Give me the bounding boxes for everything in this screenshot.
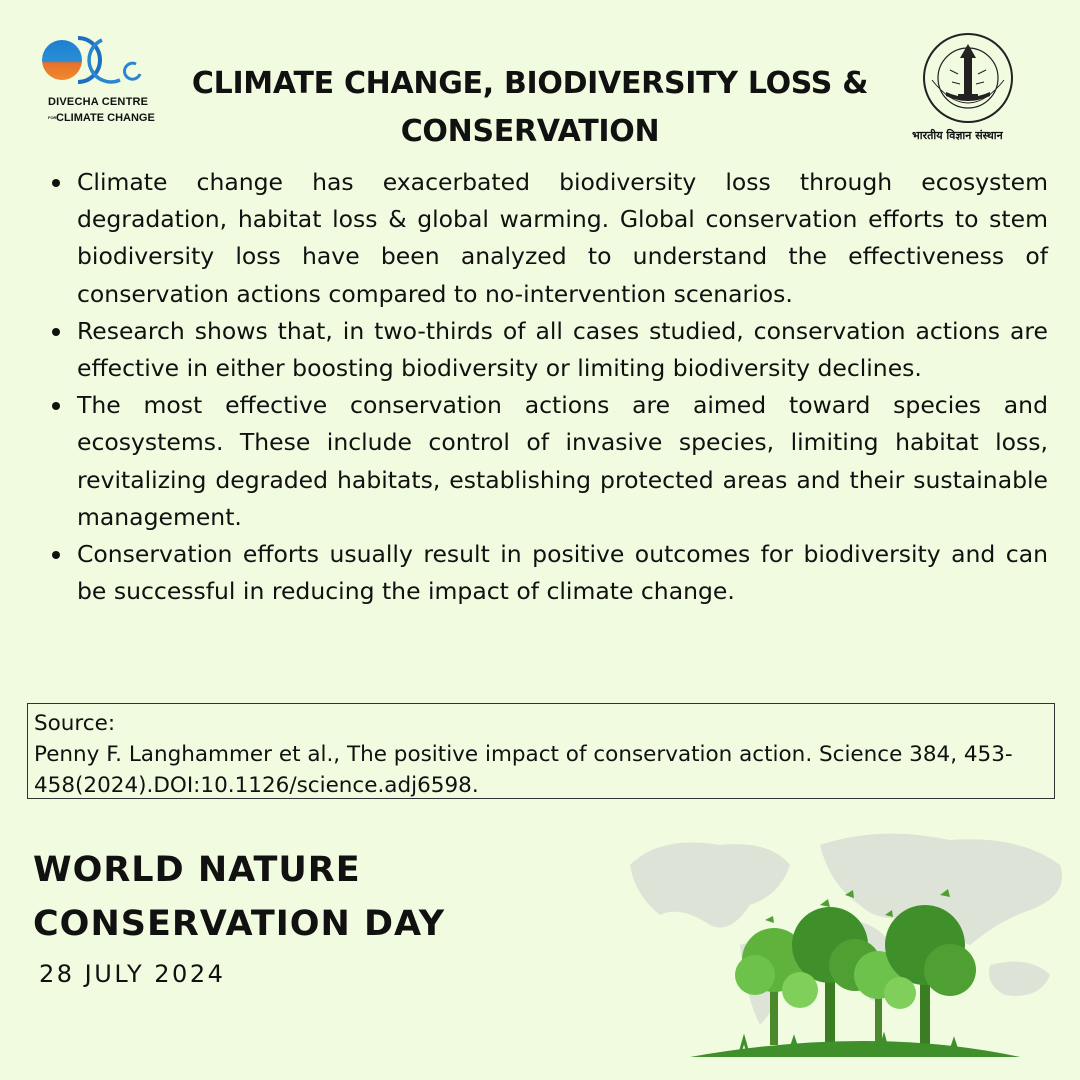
source-citation: Penny F. Langhammer et al., The positive impact of conservation action. Science 384, 453-458(2024).DOI:10.1126/science.adj6598. bbox=[34, 742, 1013, 798]
bullet-item bbox=[46, 536, 1048, 610]
trees-illustration-icon bbox=[620, 825, 1080, 1070]
event-date: 28 JULY 2024 bbox=[39, 960, 226, 988]
bullet-dot-icon bbox=[52, 328, 60, 336]
bullet-text: Conservation efforts usually result in positive outcomes for biodiversity and can be successful in reducing the impact of climate change. bbox=[77, 540, 1048, 606]
event-title-line-2: CONSERVATION DAY bbox=[33, 904, 446, 944]
trees-group bbox=[735, 905, 976, 1045]
event-title-line-1: WORLD NATURE bbox=[33, 850, 361, 890]
event-title bbox=[33, 843, 445, 951]
logo-line-1: DIVECHA CENTRE bbox=[48, 96, 149, 108]
logo-line-2 bbox=[48, 112, 155, 124]
page-title: CLIMATE CHANGE, BIODIVERSITY LOSS & CONSERVATION bbox=[191, 66, 869, 149]
bullet-item bbox=[46, 387, 1048, 536]
bullet-dot-icon bbox=[52, 179, 60, 187]
iisc-hindi-name: भारतीय विज्ञान संस्थान bbox=[912, 129, 1003, 142]
bullet-item bbox=[46, 313, 1048, 387]
bullet-dot-icon bbox=[52, 402, 60, 410]
iisc-logo bbox=[906, 30, 1030, 148]
source-box bbox=[27, 703, 1055, 799]
iisc-seal-icon bbox=[906, 30, 1030, 130]
logo-line-2-main: CLIMATE CHANGE bbox=[56, 112, 155, 124]
bullet-item bbox=[46, 164, 1048, 313]
logo-line-2-small: FOR bbox=[48, 115, 57, 121]
bullet-text: Climate change has exacerbated biodiversity loss through ecosystem degradation, habitat loss & global warming. Global conservation efforts to stem biodiversity loss have been analyzed to understand the effectiveness of conservation actions compared to no-intervention scenarios. bbox=[77, 168, 1048, 308]
bullet-text: The most effective conservation actions are aimed toward species and ecosystems. These include control of invasive species, limiting habitat loss, revitalizing degraded habitats, establishing protected areas and their sustainable management. bbox=[77, 391, 1048, 531]
divecha-centre-logo bbox=[40, 30, 155, 130]
divecha-logo-icon bbox=[40, 30, 150, 92]
key-points-list bbox=[46, 164, 1048, 610]
bullet-text: Research shows that, in two-thirds of all cases studied, conservation actions are effective in either boosting biodiversity or limiting biodiversity declines. bbox=[77, 316, 1048, 383]
bullet-dot-icon bbox=[52, 551, 60, 559]
source-label: Source: bbox=[34, 711, 116, 736]
